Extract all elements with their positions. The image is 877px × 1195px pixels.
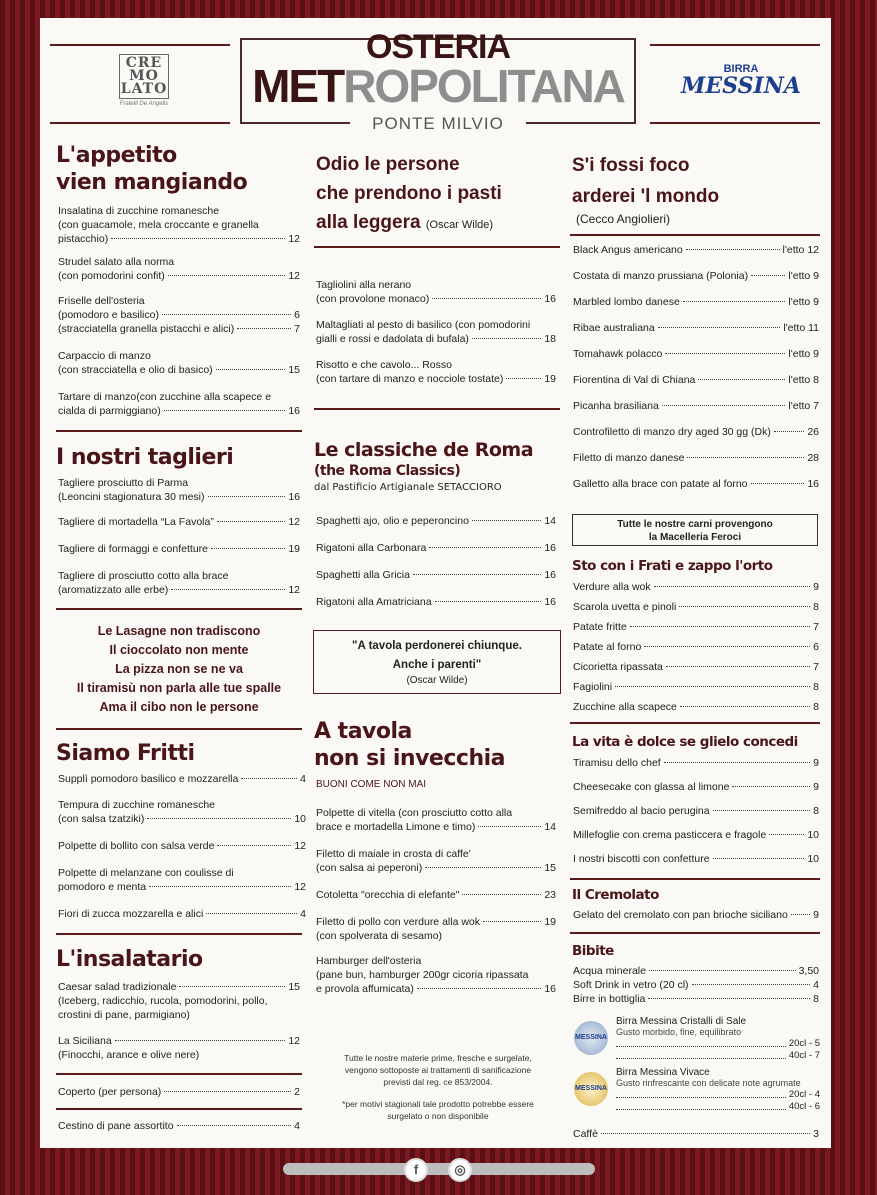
item-line: Cicorietta ripassata: [573, 661, 663, 673]
quote-line: Odio le persone: [316, 154, 460, 175]
menu-item: [573, 373, 819, 399]
item-line: (Iceberg, radicchio, rucola, pomodorini, pollo,: [58, 995, 268, 1007]
item-line: Patate al forno: [573, 641, 642, 653]
disclaimer: [316, 1052, 560, 1122]
item-price: 14: [544, 821, 556, 833]
menu-item: [316, 514, 556, 528]
logo-subtitle: PONTE MILVIO: [350, 114, 526, 134]
logo-title-osteria: OSTERIA: [365, 28, 511, 66]
logo-title-metropolitana: [250, 62, 626, 110]
header-rule-left-top: [50, 44, 230, 46]
item-line: Tagliere di formaggi e confetture: [58, 543, 208, 555]
item-price: 8: [813, 701, 819, 713]
menu-item: [573, 600, 819, 620]
menu-item: [573, 852, 819, 876]
item-price: 12: [288, 270, 300, 282]
item-line: Strudel salato alla norma: [58, 256, 175, 268]
menu-item: [58, 866, 306, 894]
bibite-list: [573, 964, 819, 1006]
section-divider: [570, 234, 820, 236]
menu-item-cestino: [58, 1119, 300, 1133]
item-price: 10: [294, 813, 306, 825]
section-divider: [570, 932, 820, 934]
section-title-line: A tavola: [314, 719, 412, 744]
item-price: 14: [544, 515, 556, 527]
quote-line: arderei 'l mondo: [572, 186, 720, 207]
quote-odio: [316, 150, 566, 240]
header-rule-right-bottom: [650, 122, 820, 124]
item-line: Cestino di pane assortito: [58, 1120, 174, 1132]
item-price: 7: [813, 621, 819, 633]
item-line: Fagiolini: [573, 681, 613, 693]
menu-item: [316, 358, 556, 386]
menu-item: [573, 992, 819, 1006]
disclaimer-line: previsti dal reg. ce 853/2004.: [383, 1077, 493, 1087]
item-line: (con tartare di manzo e nocciole tostate): [316, 373, 504, 385]
item-line: Black Angus americano: [573, 244, 683, 256]
item-price: 9: [813, 581, 819, 593]
item-line: Insalatina di zucchine romanesche: [58, 205, 220, 217]
item-price: 8: [813, 601, 819, 613]
menu-item: [573, 660, 819, 680]
messina-vivace-icon: MESSINA: [574, 1072, 608, 1106]
item-line: e provola affumicata): [316, 983, 414, 995]
item-price: 7: [813, 661, 819, 673]
item-price: 6: [813, 641, 819, 653]
menu-item: [316, 806, 556, 834]
item-line: Cotoletta "orecchia di elefante": [316, 889, 460, 901]
item-line: Filetto di maiale in crosta di caffe': [316, 848, 471, 860]
menu-item: [573, 908, 819, 922]
item-line: Semifreddo al bacio perugina: [573, 805, 710, 817]
menu-item: [58, 204, 300, 246]
header-rule-left-bottom: [50, 122, 230, 124]
cremolato-logo-signature: Fratelli De Angelis: [119, 101, 169, 107]
motto-line: Ama il cibo non le persone: [99, 700, 259, 714]
quote-fossi: [572, 150, 822, 212]
item-price: 8: [813, 993, 819, 1005]
section-title-classiche: [314, 438, 564, 496]
item-line: Zucchine alla scapece: [573, 701, 677, 713]
note-line: la Macelleria Feroci: [648, 532, 742, 543]
item-price: 4: [813, 979, 819, 991]
section-subtitle: (the Roma Classics): [314, 463, 461, 479]
instagram-icon[interactable]: ◎: [448, 1158, 472, 1182]
motto-line: La pizza non se ne va: [115, 662, 243, 676]
item-line: Supplì pomodoro basilico e mozzarella: [58, 773, 239, 785]
menu-item: [573, 347, 819, 373]
menu-item: [316, 595, 556, 609]
section-note: dal Pastificio Artigianale SETACCIORO: [314, 482, 502, 493]
menu-item-caffe: [573, 1127, 819, 1141]
facebook-icon[interactable]: f: [404, 1158, 428, 1182]
item-price: 12: [294, 881, 306, 893]
menu-item: [573, 477, 819, 503]
item-line: Hamburger dell'osteria: [316, 955, 422, 967]
item-line: (aromatizzato alle erbe): [58, 584, 169, 596]
menu-item: [573, 269, 819, 295]
tagline: BUONI COME NON MAI: [316, 779, 427, 790]
item-line: brace e mortadella Limone e timo): [316, 821, 476, 833]
item-price: 15: [544, 862, 556, 874]
item-price: 4: [294, 1120, 300, 1132]
item-price: 12: [288, 516, 300, 528]
menu-item: [573, 243, 819, 269]
item-price: 6: [294, 309, 300, 321]
menu-item: [316, 541, 556, 555]
cremolato-logo-text: CRE MO LATO: [120, 55, 168, 97]
item-line: I nostri biscotti con confetture: [573, 853, 710, 865]
menu-item: [573, 399, 819, 425]
item-line: pomodoro e menta: [58, 881, 147, 893]
quote-author: (Oscar Wilde): [406, 675, 468, 686]
menu-item: [58, 907, 306, 921]
item-price: 9: [813, 909, 819, 921]
section-title-insalatario: L'insalatario: [56, 947, 203, 972]
item-line: Tempura di zucchine romanesche: [58, 799, 215, 811]
item-line: Tagliolini alla nerano: [316, 279, 412, 291]
section-title-appetito: [56, 142, 296, 196]
item-price: 4: [300, 773, 306, 785]
menu-item: [573, 620, 819, 640]
menu-item: [316, 568, 556, 582]
item-line: Carpaccio di manzo: [58, 350, 151, 362]
item-line: (con spolverata di sesamo): [316, 930, 443, 942]
item-price: 40cl - 6: [788, 1101, 820, 1112]
item-line: Costata di manzo prussiana (Polonia): [573, 270, 749, 282]
item-price: 20cl - 4: [788, 1089, 820, 1100]
beer-item-cristalli: [616, 1016, 820, 1062]
item-price: 19: [544, 916, 556, 928]
item-line: Polpette di melanzane con coulisse di: [58, 867, 234, 879]
item-price: 26: [807, 426, 819, 438]
menu-item: [316, 888, 556, 902]
menu-item: [573, 780, 819, 804]
item-line: Tartare di manzo(con zucchine alla scapece e: [58, 391, 272, 403]
item-line: (pomodoro e basilico): [58, 309, 159, 321]
item-price: 28: [807, 452, 819, 464]
menu-item: [316, 954, 556, 996]
menu-item: [58, 294, 300, 336]
item-price: 4: [300, 908, 306, 920]
item-line: La Siciliana: [58, 1035, 112, 1047]
menu-item: [316, 847, 556, 875]
menu-item: [573, 978, 819, 992]
beer-desc: Gusto rinfrescante con delicate note agrumate: [616, 1078, 801, 1088]
note-line: Tutte le nostre carni provengono: [617, 519, 773, 530]
item-line: (con salsa tzatziki): [58, 813, 145, 825]
menu-item: [573, 295, 819, 321]
item-price: 19: [288, 543, 300, 555]
item-price: 12: [288, 1035, 300, 1047]
menu-item: [573, 680, 819, 700]
menu-item: [573, 451, 819, 477]
item-price: 8: [813, 805, 819, 817]
quote-author: (Cecco Angiolieri): [576, 212, 671, 226]
quote-line: "A tavola perdonerei chiunque.: [352, 640, 522, 652]
section-title-orto: Sto con i Frati e zappo l'orto: [572, 558, 773, 574]
item-price: 15: [288, 981, 300, 993]
item-line: Ribae australiana: [573, 322, 655, 334]
item-price: l'etto 9: [788, 296, 819, 308]
motto-line: Il cioccolato non mente: [109, 643, 249, 657]
beer-desc: Gusto morbido, fine, equilibrato: [616, 1027, 742, 1037]
item-price: 23: [544, 889, 556, 901]
motto-line: Le Lasagne non tradiscono: [97, 624, 261, 638]
item-line: (con pomodorini confit): [58, 270, 165, 282]
item-line: Marbled lombo danese: [573, 296, 680, 308]
menu-item: [58, 980, 300, 1022]
item-line: Rigatoni alla Amatriciana: [316, 596, 432, 608]
section-title-tavola: [314, 718, 564, 772]
quote-box-parenti: [313, 630, 561, 694]
beer-name: Birra Messina Vivace: [616, 1067, 710, 1078]
messina-logo-birra: BIRRA: [723, 63, 759, 75]
menu-item: [58, 255, 300, 283]
item-line: Fiori di zucca mozzarella e alici: [58, 908, 204, 920]
item-line: Acqua minerale: [573, 965, 646, 977]
item-line: (con guacamole, mela croccante e granella: [58, 219, 259, 231]
item-line: Birre in bottiglia: [573, 993, 646, 1005]
item-price: 3: [813, 1128, 819, 1140]
item-line: Tagliere prosciutto di Parma: [58, 477, 189, 489]
item-price: 20cl - 5: [788, 1038, 820, 1049]
section-title-line: non si invecchia: [314, 746, 505, 771]
item-line: pistacchio): [58, 233, 109, 245]
section-title-line: vien mangiando: [56, 170, 248, 195]
item-line: crostini di pane, parmigiano): [58, 1009, 190, 1021]
item-line: Maltagliati al pesto di basilico (con pomodorini: [316, 319, 531, 331]
disclaimer-line: *per motivi stagionali tale prodotto potrebbe essere: [342, 1099, 534, 1109]
logo-title-ropolitana: ROPOLITANA: [343, 60, 624, 112]
item-line: cialda di parmiggiano): [58, 405, 161, 417]
item-price: l'etto 12: [782, 244, 819, 256]
menu-item: [58, 476, 300, 504]
item-price: 12: [288, 233, 300, 245]
disclaimer-line: vengono sottoposte ai trattamenti di sanificazione: [344, 1065, 532, 1075]
cremolato-logo: [116, 54, 172, 114]
item-line: Fiorentina di Val di Chiana: [573, 374, 696, 386]
carni-note-box: [572, 514, 818, 546]
item-line: Millefoglie con crema pasticcera e fragole: [573, 829, 767, 841]
menu-page: [40, 18, 831, 1148]
quote-author: (Oscar Wilde): [425, 219, 494, 231]
beer-item-vivace: [616, 1067, 820, 1113]
menu-item: [316, 915, 556, 943]
item-price: 12: [288, 584, 300, 596]
item-price: 19: [544, 373, 556, 385]
disclaimer-line: surgelato o non disponibile: [387, 1111, 489, 1121]
menu-item: [58, 390, 300, 418]
item-line: Scarola uvetta e pinoli: [573, 601, 677, 613]
header-rule-right-top: [650, 44, 820, 46]
menu-item: [58, 798, 306, 826]
item-line: Risotto e che cavolo... Rosso: [316, 359, 452, 371]
item-line: (Finocchi, arance e olive nere): [58, 1049, 200, 1061]
section-divider: [314, 246, 560, 248]
section-title-line: Le classiche de Roma: [314, 439, 534, 461]
item-price: 40cl - 7: [788, 1050, 820, 1061]
menu-item: [573, 804, 819, 828]
quote-line: Anche i parenti": [392, 659, 482, 671]
item-line: Controfiletto di manzo dry aged 30 gg (Dk): [573, 426, 771, 438]
logo-title-met: MET: [252, 60, 344, 112]
carni-list: [573, 243, 819, 503]
item-line: Tagliere di prosciutto cotto alla brace: [58, 570, 229, 582]
item-line: (con stracciatella e olio di basico): [58, 364, 213, 376]
section-title-fritti: Siamo Fritti: [56, 741, 195, 766]
item-line: (con provolone monaco): [316, 293, 430, 305]
menu-item: [58, 542, 300, 556]
menu-item: [58, 839, 306, 853]
item-line: Cheesecake con glassa al limone: [573, 781, 730, 793]
motto-block: [56, 622, 302, 717]
menu-item: [58, 569, 300, 597]
beer-name: Birra Messina Cristalli di Sale: [616, 1016, 747, 1027]
item-price: 16: [544, 569, 556, 581]
item-line: Gelato del cremolato con pan brioche siciliano: [573, 909, 788, 921]
section-divider: [570, 878, 820, 880]
item-line: Spaghetti alla Gricia: [316, 569, 410, 581]
item-line: Friselle dell'osteria: [58, 295, 145, 307]
section-divider: [570, 722, 820, 724]
item-price: 9: [813, 781, 819, 793]
orto-list: [573, 580, 819, 720]
section-title-bibite: Bibite: [572, 943, 614, 959]
item-line: Soft Drink in vetro (20 cl): [573, 979, 689, 991]
item-line: Polpette di bollito con salsa verde: [58, 840, 215, 852]
menu-item: [573, 964, 819, 978]
section-divider: [56, 728, 302, 730]
item-line: Galletto alla brace con patate al forno: [573, 478, 748, 490]
item-price: 16: [544, 542, 556, 554]
menu-item: [58, 1034, 300, 1062]
item-line: (pane bun, hamburger 200gr cicoria ripassata: [316, 969, 529, 981]
item-price: 3,50: [798, 965, 819, 977]
item-line: Tiramisu dello chef: [573, 757, 661, 769]
item-price: 16: [544, 293, 556, 305]
menu-item: [573, 700, 819, 720]
quote-line: che prendono i pasti: [316, 183, 502, 204]
messina-logo-messina: MESSINA: [681, 73, 801, 99]
item-price: 2: [294, 1086, 300, 1098]
item-price: l'etto 7: [788, 400, 819, 412]
item-price: 16: [544, 596, 556, 608]
section-title-cremolato: Il Cremolato: [572, 887, 659, 903]
menu-item: [573, 828, 819, 852]
menu-item: [58, 349, 300, 377]
item-price: 12: [294, 840, 306, 852]
item-line: Picanha brasiliana: [573, 400, 659, 412]
menu-item: [573, 640, 819, 660]
item-price: 10: [807, 853, 819, 865]
section-divider: [56, 430, 302, 432]
disclaimer-line: Tutte le nostre materie prime, fresche e surgelate,: [344, 1053, 532, 1063]
item-line: (stracciatella granella pistacchi e alici): [58, 323, 235, 335]
menu-item: [316, 278, 556, 306]
section-title-line: L'appetito: [56, 143, 177, 168]
item-price: l'etto 9: [788, 348, 819, 360]
section-title-taglieri: I nostri taglieri: [56, 445, 234, 470]
quote-line: S'i fossi foco: [572, 155, 690, 176]
item-line: (Leoncini stagionatura 30 mesi): [58, 491, 205, 503]
item-price: 15: [288, 364, 300, 376]
horizontal-scrollbar[interactable]: [283, 1163, 595, 1175]
item-line: Patate fritte: [573, 621, 627, 633]
item-line: gialli e rossi e dadolata di bufala): [316, 333, 469, 345]
messina-cristalli-icon: MESSINA: [574, 1021, 608, 1055]
item-price: 16: [544, 983, 556, 995]
item-line: Polpette di vitella (con prosciutto cotto alla: [316, 807, 513, 819]
item-line: Caffè: [573, 1128, 598, 1140]
item-line: Filetto di manzo danese: [573, 452, 685, 464]
section-title-dolce: La vita è dolce se glielo concedi: [572, 734, 798, 750]
item-price: 16: [288, 491, 300, 503]
menu-item: [573, 756, 819, 780]
dolce-list: [573, 756, 819, 876]
item-line: Coperto (per persona): [58, 1086, 162, 1098]
item-line: Tagliere di mortadella “La Favola”: [58, 516, 214, 528]
item-line: Rigatoni alla Carbonara: [316, 542, 427, 554]
section-divider: [56, 933, 302, 935]
item-price: 18: [544, 333, 556, 345]
item-line: Tomahawk polacco: [573, 348, 663, 360]
menu-item: [573, 425, 819, 451]
item-price: l'etto 11: [783, 322, 819, 334]
item-line: Caesar salad tradizionale: [58, 981, 177, 993]
item-price: 9: [813, 757, 819, 769]
item-price: 16: [288, 405, 300, 417]
menu-item: [58, 772, 306, 786]
motto-line: Il tiramisù non parla alle tue spalle: [76, 681, 282, 695]
section-divider: [56, 608, 302, 610]
item-line: Spaghetti ajo, olio e peperoncino: [316, 515, 469, 527]
section-divider: [314, 408, 560, 410]
menu-item: [573, 580, 819, 600]
item-line: Filetto di pollo con verdure alla wok: [316, 916, 481, 928]
section-divider: [56, 1073, 302, 1075]
birra-messina-logo: [676, 64, 806, 97]
menu-item: [58, 515, 300, 529]
menu-item: [573, 321, 819, 347]
menu-item: [316, 318, 556, 346]
item-price: 16: [807, 478, 819, 490]
item-price: l'etto 9: [788, 270, 819, 282]
item-line: (con salsa ai peperoni): [316, 862, 423, 874]
item-price: l'etto 8: [788, 374, 819, 386]
section-divider: [56, 1108, 302, 1110]
menu-item-coperto: [58, 1085, 300, 1099]
item-line: Verdure alla wok: [573, 581, 651, 593]
quote-line: alla leggera: [316, 212, 421, 233]
item-price: 7: [294, 323, 300, 335]
item-price: 8: [813, 681, 819, 693]
item-price: 10: [807, 829, 819, 841]
